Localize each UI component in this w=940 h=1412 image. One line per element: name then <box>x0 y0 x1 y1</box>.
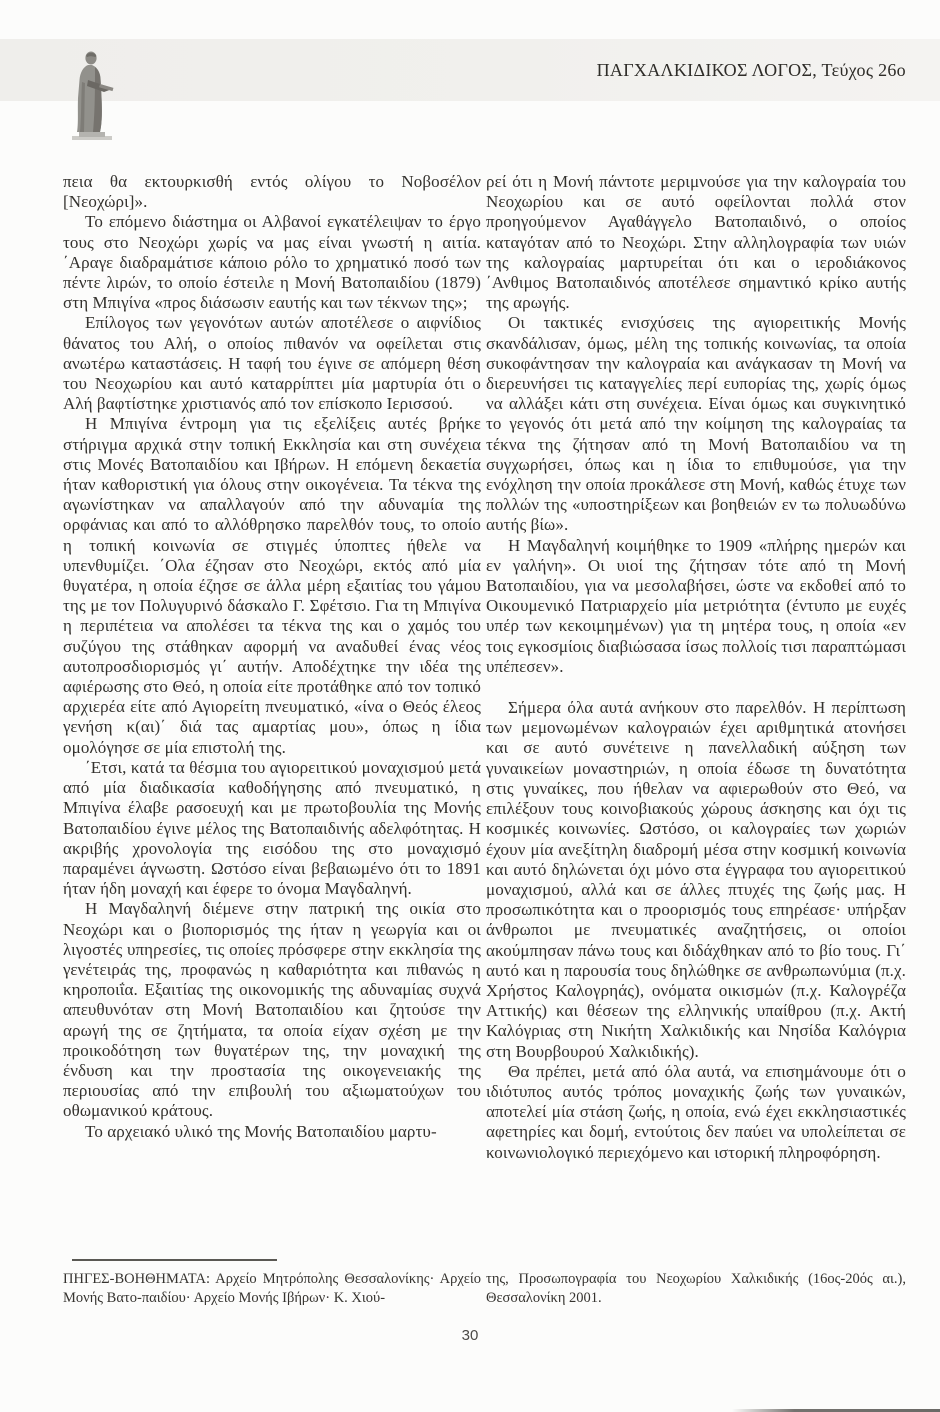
paragraph: ρεί ότι η Μονή πάντοτε μεριμνούσε για την καλογραία του Νεοχωρίου και σε αυτό οφείλονται πολλά στον προηγούμενον Αγαθάγγελο Βατοπαιδινό, ο οποίος καταγόταν από το Νεοχώρι. Στην αλληλογραφία των υιών της καλογραίας μαρτυρείται ότι και ο ιεροδιάκονος ΄Ανθιμος Βατοπαιδινός αποτέλεσε σημαντικό κρίκο αυτής της αρωγής. <box>486 172 906 313</box>
paragraph: Το επόμενο διάστημα οι Αλβανοί εγκατέλειψαν το έργο τους στο Νεοχώρι χωρίς να μας είναι γνωστή η αιτία. ΄Αραγε διαδραμάτισε κάποιο ρόλο το χρηματικό ποσό των πέντε λιρών, το οποίο έστειλε η Μονή Βατοπαιδίου (1879) στη Μπιγίνα «προς διάσωσιν εαυτής και των τέκνων της»; <box>63 212 481 313</box>
footnote-separator <box>72 1259 277 1261</box>
paragraph: Θα πρέπει, μετά από όλα αυτά, να επισημάνουμε ότι ο ιδιότυπος αυτός τρόπος μοναχικής ζωής των γυναικών, αποτελεί μία στάση ζωής, η οποία, ενώ έχει εκκλησιαστικές αφετηρίες και δομή, εντούτοις δεν παύει να υπολείπεται σε κοινωνιολογικό περιεχόμενο και ιστορική πληροφόρηση. <box>486 1061 906 1162</box>
footnote-sources-left: ΠΗΓΕΣ-ΒΟΗΘΗΜΑΤΑ: Αρχείο Μητρόπολης Θεσσαλονίκης· Αρχείο Μονής Βατο-παιδίου· Αρχείο Μονής Ιβήρων· Κ. Χιού- <box>63 1271 481 1306</box>
journal-title: ΠΑΓΧΑΛΚΙΔΙΚΟΣ ΛΟΓΟΣ, Τεύχος 26ο <box>596 60 906 80</box>
classical-statue-icon <box>64 48 120 142</box>
paragraph: Η Μαγδαληνή διέμενε στην πατρική της οικία στο Νεοχώρι και ο βιοπορισμός της ήταν η γεωργία και οι λιγοστές υπηρεσίες, τις οποίες πρόσφερε στην εκκλησία της γενέτειράς της, προφανώς η καθαριότητα και πιθανώς η κηροποιΐα. Εξαιτίας της οικονομικής της αδυναμίας συχνά απευθυνόταν στη Μονή Βατοπαιδίου και ζητούσε την αρωγή της σε ζητήματα, τα οποία είχαν σχέση με την προικοδότηση των θυγατέρων της, την μοναχική της ένδυση και την προστασία της οικογενειακής της περιουσίας από την επιβουλή του αξιωματούχων του οθωμανικού κράτους. <box>63 899 481 1121</box>
paragraph: ΄Ετσι, κατά τα θέσμια του αγιορειτικού μοναχισμού μετά από μία διαδικασία καθοδήγησης από πνευματικό, η Μπιγίνα έλαβε ρασοευχή και με πρωτοβουλία της Μονής Βατοπαιδίου έγινε μέλος της Βατοπαιδινής αδελφότητας. Η ακριβής χρονολογία της εισόδου της στο μοναχισμό παραμένει άγνωστη. Ωστόσο είναι βεβαιωμένο ότι το 1891 ήταν ήδη μοναχή και έφερε το όνομα Μαγδαληνή. <box>63 757 481 899</box>
paragraph: Η Μαγδαληνή κοιμήθηκε το 1909 «πλήρης ημερών και εν γαλήνη». Οι υιοί της ζήτησαν τότε από τη Μονή Βατοπαιδίου, για να μεσολαβήσει, ώστε να εκδοθεί από το Οικουμενικό Πατριαρχείο μία μετριότητα (έντυπο με ευχές υπέρ των κεκοιμημένων) για τη μητέρα τους, η οποία «εν τοις εγκοσμίοις διαβιώσασα ίσως πολλοίς τισι παραπτώμασι υπέπεσεν». <box>486 535 906 676</box>
footnote-sources-right: της, Προσωπογραφία του Νεοχωρίου Χαλκιδικής (16ος-20ός αι.), Θεσσαλονίκη 2001. <box>486 1271 906 1306</box>
paragraph: πεια θα εκτουρκισθή εντός ολίγου το Νοβοσέλον [Νεοχώρι]». <box>63 172 481 212</box>
paragraph: Το αρχειακό υλικό της Μονής Βατοπαιδίου μαρτυ- <box>85 1121 437 1141</box>
paragraph: Επίλογος των γεγονότων αυτών αποτέλεσε ο αιφνίδιος θάνατος του Αλή, ο οποίος πιθανόν να οφείλεται στις ανωτέρω καταστάσεις. Η ταφή του έγινε σε απόμερη θέση του Νεοχωρίου και αυτό καταρρίπτει μία μαρτυρία ότι ο Αλή βαφτίστηκε χριστιανός από τον επίσκοπο Ιερισσού. <box>63 313 481 414</box>
paragraph: Οι τακτικές ενισχύσεις της αγιορειτικής Μονής σκανδάλισαν, όμως, μέλη της τοπικής κοινωνίας, τα οποία συκοφάντησαν την καλογραία και ανάγκασαν τη Μονή να διερευνήσει τις καταγγελίες περί ευπορίας της, χωρίς όμως να αλλάξει κάτι στη συνέχεια. Είναι όμως και συγκινητικό το γεγονός ότι μετά από την κοίμηση της καλογραίας τα τέκνα της ζήτησαν από τη Μονή Βατοπαιδίου να τη συγχωρήσει, όπως και η ίδια το επιθυμούσε, για την ενόχληση την οποία προκάλεσε στη Μονή, καθώς έτυχε των πολλών της «υποστηρίξεων και βοηθειών εν τω πολυωδύνω αυτής βίω». <box>486 313 906 535</box>
paragraph: Σήμερα όλα αυτά ανήκουν στο παρελθόν. Η περίπτωση των μεμονωμένων καλογραιών έχει αριθμητικά ατονήσει και σε αυτό συνέτεινε η πανελλαδική αύξηση των γυναικείων μοναστηριών, η οποία έδωσε τη δυνατότητα στις γυναίκες, που ήθελαν να αφιερωθούν στο Θεό, να επιλέξουν τους κοινοβιακούς χώρους άσκησης και όχι τις κοσμικές κοινωνίες. Ωστόσο, οι καλογραίες των χωριών έχουν μία ανεξίτηλη διαδρομή μέσα στην κοσμική κοινωνία και αυτό δηλώνεται όχι μόνο στα έγγραφα του αγιορειτικού μοναχισμού, αλλά και σε άλλες πτυχές της ζωής μας. Η προσωπικότητα και ο προορισμός τους επηρέασε· υπήρξαν άνθρωποι με πνευματικές αναζητήσεις, οι οποίοι ακούμπησαν πάνω τους και διδάχθηκαν από το βίο τους. Γι΄ αυτό και η παρουσία τους δηλώθηκε σε ανθρωπωνύμια (π.χ. Χρήστος Καλογρηάς), ονόματα οικισμών (π.χ. Καλογρέζα Αττικής) και θέσεων της ελληνικής υπαίθρου (π.χ. Ακτή Καλόγριας στη Νικήτη Χαλκιδικής και Νησίδα Καλόγρια στη Βουρβουρού Χαλκιδικής). <box>486 698 906 1061</box>
text-column-left <box>63 172 481 1234</box>
text-column-right <box>486 172 906 1234</box>
page-number: 30 <box>461 1327 479 1344</box>
paragraph: Η Μπιγίνα έντρομη για τις εξελίξεις αυτές βρήκε στήριγμα αρχικά στην τοπική Εκκλησία και στη συνέχεια στις Μονές Βατοπαιδίου και Ιβήρων. Η επόμενη δεκαετία ήταν καθοριστική για όλους στην οικογένεια. Τα τέκνα της αγωνίστηκαν να απαλλαγούν από την αδυναμία της ορφάνιας και από το αλλόθρησκο παρελθόν τους, το οποίο η τοπική κοινωνία σε στιγμές ύποπτες ήθελε να υπενθυμίζει. ΄Ολα έζησαν στο Νεοχώρι, εκτός από μία θυγατέρα, η οποία έζησε σε άλλα μέρη εξαιτίας του γάμου της με τον Πολυγυρινό δάσκαλο Γ. Σφέτσιο. Για τη Μπιγίνα η περιπέτεια να απολέσει τα τέκνα της και ο χαμός του συζύγου της στάθηκαν αφορμή να αναδυθεί ένας νέος αυτοπροσδιορισμός γι΄ αυτήν. Αποδέχτηκε την ιδέα της αφιέρωσης στο Θεό, η οποία είτε προτάθηκε από τον τοπικό αρχιερέα είτε από Αγιορείτη πνευματικό, «ίνα ο Θεός έλεος γενήση κ(αι)΄ διά τας αμαρτίας μου», όπως η ίδια ομολόγησε σε μία επιστολή της. <box>63 414 481 757</box>
